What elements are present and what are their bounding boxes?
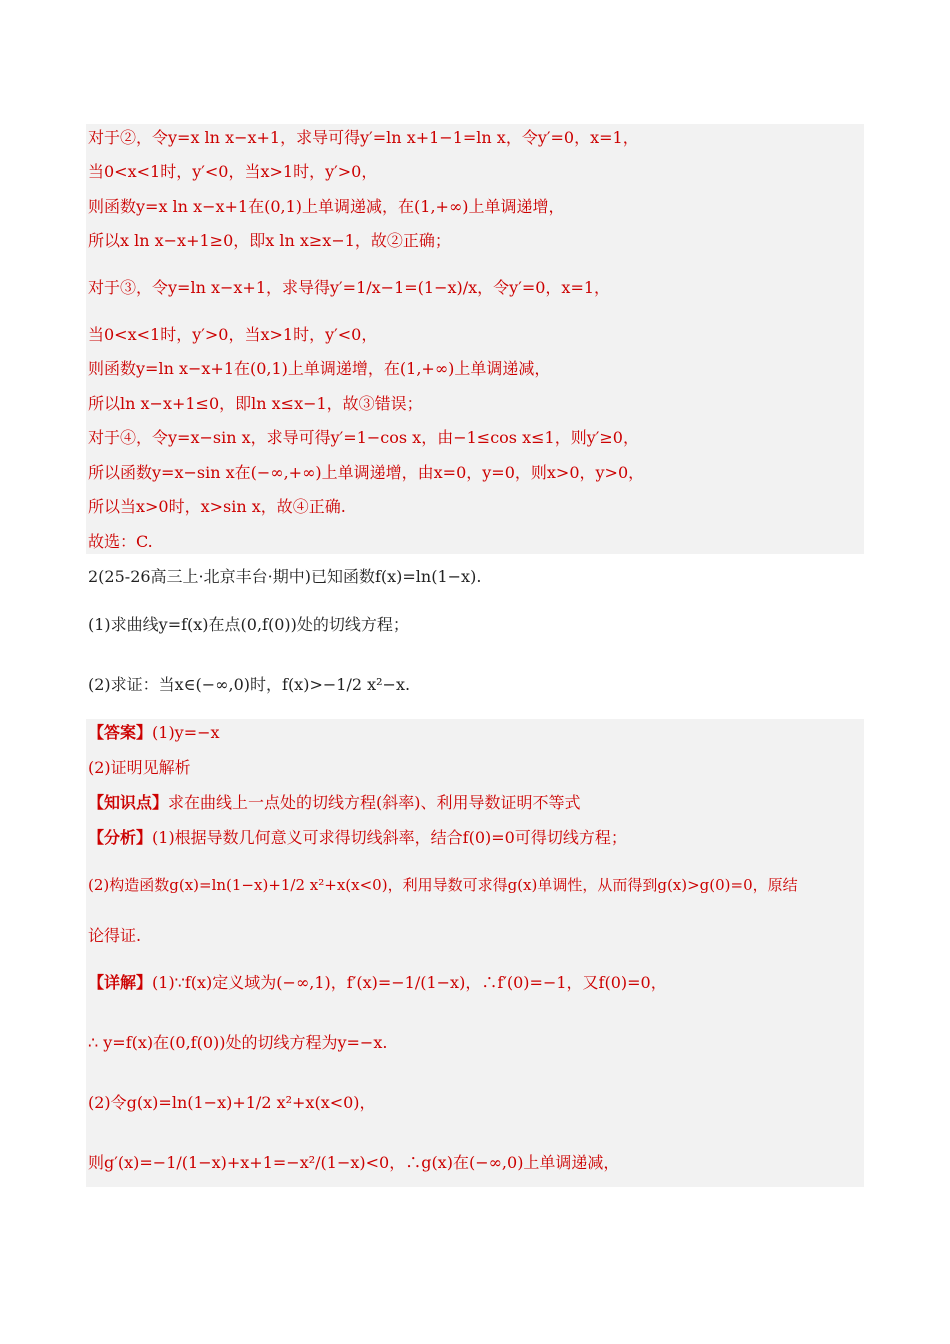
detail-3: (2)令g(x)=ln(1−x)+1/2 x²+x(x<0)， (88, 1093, 376, 1112)
detail-2: ∴ y=f(x)在(0,f(0))处的切线方程为y=−x. (88, 1033, 388, 1052)
solution-line: 所以ln x−x+1≤0，即ln x≤x−1，故③错误； (88, 394, 423, 413)
answer-box (86, 719, 864, 1187)
detail-line (88, 973, 667, 993)
analysis-1: (1)根据导数几何意义可求得切线斜率，结合f(0)=0可得切线方程； (152, 828, 627, 847)
solution-line: 当0<x<1时，y′>0，当x>1时，y′<0， (88, 325, 378, 344)
knowledge-line (88, 793, 581, 813)
solution-line: 对于③，令y=ln x−x+1，求导得y′=1/x−1=(1−x)/x，令y′=0，x=1， (88, 278, 611, 297)
answer-1: (1)y=−x (152, 723, 220, 742)
solution-line: 所以当x>0时，x>sin x，故④正确. (88, 497, 346, 516)
solution-line: 则函数y=x ln x−x+1在(0,1)上单调递减，在(1,+∞)上单调递增， (88, 197, 565, 216)
analysis-label: 【分析】 (88, 828, 153, 847)
knowledge-text: 求在曲线上一点处的切线方程(斜率)、利用导数证明不等式 (168, 793, 581, 812)
solution-line: 当0<x<1时，y′<0，当x>1时，y′>0， (88, 162, 378, 181)
answer-line (88, 723, 220, 743)
question-header: 2(25-26高三上·北京丰台·期中)已知函数f(x)=ln(1−x). (88, 567, 482, 586)
analysis-line (88, 828, 627, 848)
analysis-3: 论得证. (88, 926, 142, 945)
detail-1: (1)∵f(x)定义域为(−∞,1)，f′(x)=−1/(1−x)，∴f′(0)=−1，又f(0)=0， (152, 973, 667, 992)
solution-line: 所以函数y=x−sin x在(−∞,+∞)上单调递增，由x=0，y=0，则x>0，y>0， (88, 463, 645, 482)
answer-label: 【答案】 (88, 723, 153, 742)
question-part-1: (1)求曲线y=f(x)在点(0,f(0))处的切线方程； (88, 615, 409, 634)
answer-2: (2)证明见解析 (88, 758, 191, 777)
knowledge-label: 【知识点】 (88, 793, 169, 812)
solution-line: 故选：C. (88, 532, 153, 551)
solution-line: 对于②，令y=x ln x−x+1，求导可得y′=ln x+1−1=ln x，令y′=0，x=1， (88, 128, 639, 147)
question-part-2: (2)求证：当x∈(−∞,0)时，f(x)>−1/2 x²−x. (88, 675, 411, 694)
solution-line: 所以x ln x−x+1≥0，即x ln x≥x−1，故②正确； (88, 231, 451, 250)
analysis-2: (2)构造函数g(x)=ln(1−x)+1/2 x²+x(x<0)，利用导数可求得g(x)单调性，从而得到g(x)>g(0)=0，原结 (88, 876, 798, 894)
solution-line: 则函数y=ln x−x+1在(0,1)上单调递增，在(1,+∞)上单调递减， (88, 359, 551, 378)
detail-label: 【详解】 (88, 973, 153, 992)
detail-4: 则g′(x)=−1/(1−x)+x+1=−x²/(1−x)<0，∴g(x)在(−∞,0)上单调递减， (88, 1153, 620, 1172)
solution-line: 对于④，令y=x−sin x，求导可得y′=1−cos x，由−1≤cos x≤1，则y′≥0， (88, 428, 639, 447)
